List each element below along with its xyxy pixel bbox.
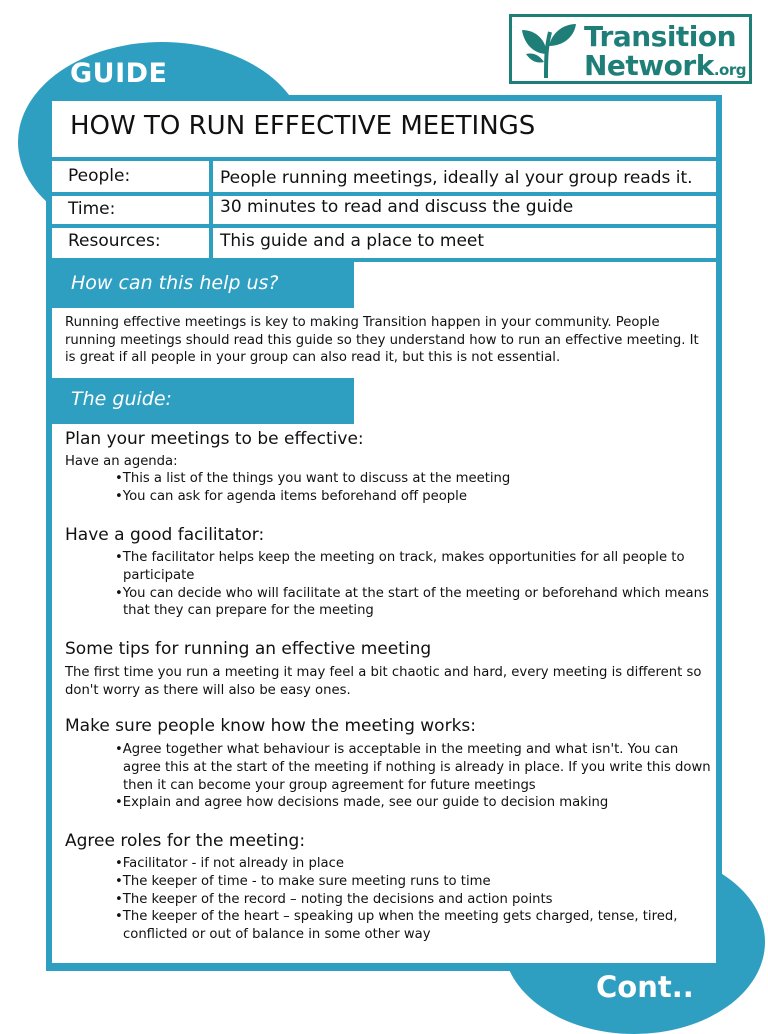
tips-text: The first time you run a meeting it may feel a bit chaotic and hard, every meeting is different so don't worry as there will also be easy ones. — [65, 665, 702, 698]
resources-value: This guide and a place to meet — [220, 231, 485, 251]
list-item: •Agree together what behaviour is acceptable in the meeting and what isn't. You can agree this at the start of the meeting if nothing is already in place. If you write this down then it can become your group agreement for future meetings — [115, 742, 711, 793]
list-item: •The keeper of the record – noting the decisions and action points — [115, 891, 553, 907]
people-value: People running meetings, ideally al your group reads it. — [220, 168, 693, 188]
meeting-works-heading: Make sure people know how the meeting works: — [65, 716, 476, 736]
list-item: •The facilitator helps keep the meeting on track, makes opportunities for all people to participate — [115, 550, 685, 583]
logo-text-line2 — [584, 49, 746, 82]
divider — [52, 157, 716, 161]
list-item: •Explain and agree how decisions made, see our guide to decision making — [115, 795, 609, 811]
continue-label: Cont.. — [596, 970, 694, 1004]
column-divider — [209, 161, 213, 261]
time-label: Time: — [68, 199, 116, 219]
transition-network-logo — [509, 14, 752, 84]
divider — [52, 192, 716, 196]
meeting-works-list — [115, 741, 715, 812]
help-section-title: How can this help us? — [71, 272, 279, 294]
divider — [52, 224, 716, 228]
list-item: •This a list of the things you want to discuss at the meeting — [115, 471, 511, 486]
time-value: 30 minutes to read and discuss the guide — [220, 197, 574, 217]
logo-suffix: .org — [713, 61, 746, 79]
list-item: •The keeper of the heart – speaking up when the meeting gets charged, tense, tired, conflicted or out of balance in some other way — [115, 909, 678, 943]
logo-text-line1: Transition — [584, 20, 737, 53]
page-title: HOW TO RUN EFFECTIVE MEETINGS — [70, 111, 536, 141]
roles-heading: Agree roles for the meeting: — [65, 831, 306, 851]
guide-section-title: The guide: — [71, 388, 172, 410]
resources-label: Resources: — [68, 231, 161, 251]
agenda-list — [115, 470, 715, 506]
guide-label: GUIDE — [70, 58, 168, 89]
facilitator-heading: Have a good facilitator: — [65, 525, 265, 545]
facilitator-list — [115, 549, 715, 620]
roles-list — [115, 855, 715, 944]
list-item: •You can ask for agenda items beforehand off people — [115, 488, 467, 504]
people-label: People: — [68, 166, 131, 186]
logo-network: Network — [584, 49, 714, 82]
list-item: •The keeper of time - to make sure meeting runs to time — [115, 873, 491, 889]
tips-heading: Some tips for running an effective meeting — [65, 639, 432, 659]
list-item: •Facilitator - if not already in place — [115, 856, 344, 871]
agenda-subheading: Have an agenda: — [65, 454, 178, 469]
plan-heading: Plan your meetings to be effective: — [65, 429, 364, 449]
leaf-icon — [516, 20, 580, 80]
help-text: Running effective meetings is key to making Transition happen in your community. People running meetings should read this guide so they understand how to run an effective meeting. It is great if all people in your group can also read it, but this is not essential. — [65, 315, 699, 365]
list-item: •You can decide who will facilitate at the start of the meeting or beforehand which means that they can prepare for the meeting — [115, 585, 709, 619]
